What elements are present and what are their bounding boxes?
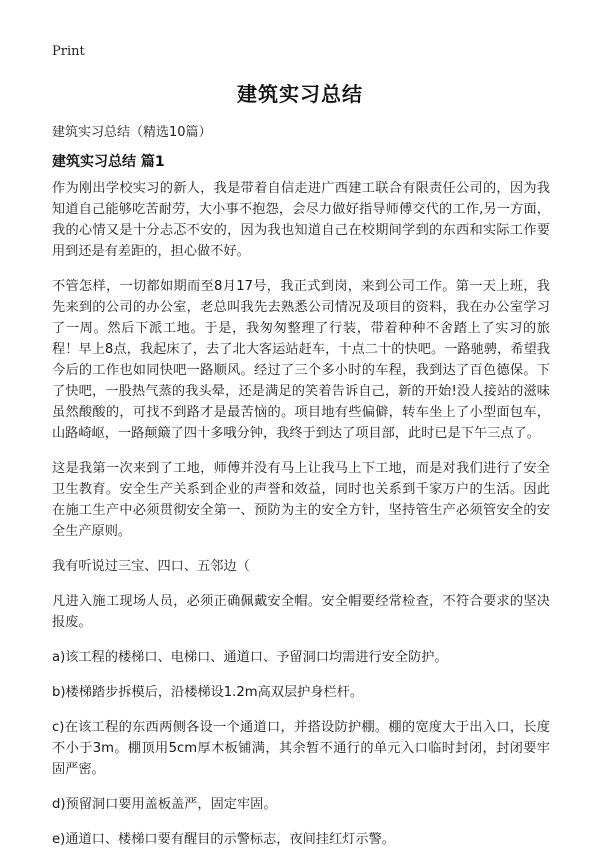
section-heading: 建筑实习总结 篇1 [52,154,165,170]
list-item-e: e)通道口、楼梯口要有醒目的示警标志，夜间挂红灯示警。 [52,832,395,847]
print-link[interactable]: Print [52,44,85,59]
document-subtitle: 建筑实习总结（精选10篇） [52,125,212,140]
list-item-d: d)预留洞口要用盖板盖严，固定牢固。 [52,797,277,812]
document-body [52,178,550,864]
list-item-a: a)该工程的楼梯口、电梯口、通道口、予留洞口均需进行安全防护。 [52,650,448,665]
paragraph-1: 作为刚出学校实习的新人，我是带着自信走进广西建工联合有限责任公司的，因为我知道自己能够吃苦耐劳，大小事不抱怨，会尽力做好指导师傅交代的工作,另一方面，我的心情又是十分忐忑不安的，因为我也知道自己在校期间学到的东西和实际工作要用到还是有差距的，担心做不好。 [52,181,550,259]
document-title: 建筑实习总结 [237,82,363,106]
paragraph-4: 我有听说过三宝、四口、五邻边（ [52,559,250,574]
paragraph-3: 这是我第一次来到了工地，师傅并没有马上让我马上下工地，而是对我们进行了安全卫生教育。安全生产关系到企业的声誉和效益，同时也关系到千家万户的生活。因此在施工生产中必须贯彻安全第一、预防为主的安全方针，坚持管生产必须管安全的安全生产原则。 [52,461,550,539]
paragraph-2: 不管怎样，一切都如期而至8月17号，我正式到岗，来到公司工作。第一天上班，我先来到的公司的办公室，老总叫我先去熟悉公司情况及项目的资料，我在办公室学习了一周。然后下派工地。于是，我匆匆整理了行装，带着种种不舍踏上了实习的旅程！早上8点，我起床了，去了北大客运站赶车，十点二十的快吧。一路驰骋，希望我今后的工作也如同快吧一路顺风。经过了三个多小时的车程，我到达了百色德保。下了快吧，一股热气蒸的我头晕，还是满足的笑着告诉自己，新的开始!没人接站的滋味虽然酸酸的，可找不到路才是最苦恼的。项目地有些偏僻，转车坐上了小型面包车，山路崎岖，一路颠簸了四十多哦分钟，我终于到达了项目部，此时已是下午三点了。 [52,279,550,441]
list-item-b: b)楼梯踏步拆模后，沿楼梯设1.2m高双层护身栏杆。 [52,685,364,700]
paragraph-5: 凡进入施工现场人员，必须正确佩戴安全帽。安全帽要经常检查，不符合要求的坚决报废。 [52,594,550,630]
list-item-c: c)在该工程的东西两侧各设一个通道口，并搭设防护棚。棚的宽度大于出入口，长度不小于3m。棚顶用5cm厚木板铺满，其余暂不通行的单元入口临时封闭，封闭要牢固严密。 [52,720,550,777]
